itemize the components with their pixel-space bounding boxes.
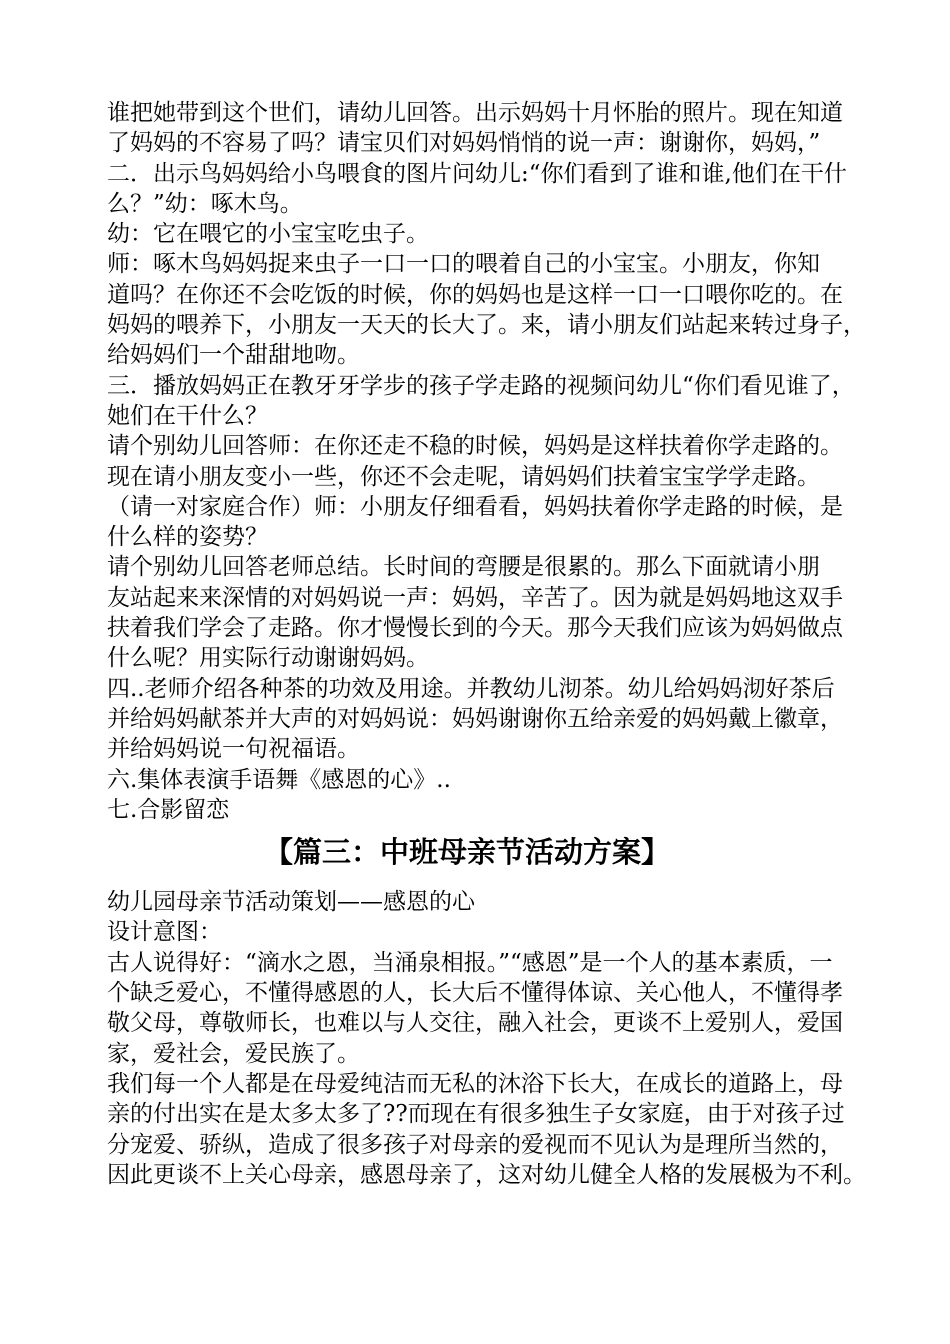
- text-line: 分宠爱、骄纵，造成了很多孩子对母亲的爱视而不见认为是理所当然的，: [107, 1131, 843, 1158]
- text-line: 什么呢？用实际行动谢谢妈妈。: [107, 645, 429, 672]
- activity-plan-section: [107, 887, 867, 1190]
- text-line: 妈妈的喂养下，小朋友一天天的长大了。来，请小朋友们站起来转过身子，: [107, 312, 866, 339]
- text-line: 给妈妈们一个甜甜地吻。: [107, 342, 360, 369]
- text-line: 六.集体表演手语舞《感恩的心》..: [107, 766, 451, 793]
- text-line: 么？”幼：啄木鸟。: [107, 190, 303, 217]
- text-line: 了妈妈的不容易了吗？请宝贝们对妈妈悄悄的说一声：谢谢你，妈妈，”: [107, 130, 821, 157]
- text-line: 亲的付出实在是太多太多了??而现在有很多独生子女家庭，由于对孩子过: [107, 1101, 845, 1128]
- text-line: 七.合影留恋: [107, 796, 230, 823]
- text-line: 师：啄木鸟妈妈捉来虫子一口一口的喂着自己的小宝宝。小朋友，你知: [107, 251, 820, 278]
- text-line: 三．播放妈妈正在教牙牙学步的孩子学走路的视频问幼儿“你们看见谁了，: [107, 372, 855, 399]
- text-line: 幼：它在喂它的小宝宝吃虫子。: [107, 221, 429, 248]
- text-line: 二．出示鸟妈妈给小鸟喂食的图片问幼儿:“你们看到了谁和谁,他们在干什: [107, 160, 847, 187]
- text-line: 设计意图：: [107, 919, 222, 946]
- text-line: 谁把她带到这个世们，请幼儿回答。出示妈妈十月怀胎的照片。现在知道: [107, 100, 843, 126]
- text-line: 什么样的姿势？: [107, 524, 268, 551]
- text-line: （请一对家庭合作）师：小朋友仔细看看，妈妈扶着你学走路的时候，是: [107, 493, 843, 520]
- section-heading: 【篇三：中班母亲节活动方案】: [263, 835, 670, 870]
- text-line: 敬父母，尊敬师长，也难以与人交往，融入社会，更谈不上爱别人，爱国: [107, 1010, 843, 1037]
- text-line: 并给妈妈说一句祝福语。: [107, 736, 360, 763]
- lesson-steps-section: [107, 98, 867, 825]
- text-line: 幼儿园母亲节活动策划——感恩的心: [107, 889, 475, 916]
- text-line: 道吗？在你还不会吃饭的时候，你的妈妈也是这样一口一口喂你吃的。在: [107, 281, 843, 308]
- text-line: 友站起来来深情的对妈妈说一声：妈妈，辛苦了。因为就是妈妈地这双手: [107, 584, 843, 611]
- text-line: 因此更谈不上关心母亲，感恩母亲了，这对幼儿健全人格的发展极为不利。: [107, 1161, 866, 1188]
- text-line: 家，爱社会，爱民族了。: [107, 1040, 360, 1067]
- text-line: 请个别幼儿回答师：在你还走不稳的时候，妈妈是这样扶着你学走路的。: [107, 433, 843, 460]
- text-line: 扶着我们学会了走路。你才慢慢长到的今天。那今天我们应该为妈妈做点: [107, 615, 843, 642]
- text-line: 古人说得好：“滴水之恩，当涌泉相报。”“感恩”是一个人的基本素质，一: [107, 949, 833, 976]
- text-line: 四..老师介绍各种茶的功效及用途。并教幼儿沏茶。幼儿给妈妈沏好茶后: [107, 675, 835, 702]
- text-line: 现在请小朋友变小一些，你还不会走呢，请妈妈们扶着宝宝学学走路。: [107, 463, 820, 490]
- text-line: 我们每一个人都是在母爱纯洁而无私的沐浴下长大，在成长的道路上，母: [107, 1070, 843, 1097]
- text-line: 请个别幼儿回答老师总结。长时间的弯腰是很累的。那么下面就请小朋: [107, 554, 820, 581]
- text-line: 个缺乏爱心，不懂得感恩的人，长大后不懂得体谅、关心他人，不懂得孝: [107, 980, 843, 1007]
- document-body: [107, 98, 867, 1190]
- text-line: 并给妈妈献茶并大声的对妈妈说：妈妈谢谢你五给亲爱的妈妈戴上徽章，: [107, 705, 843, 732]
- text-line: 她们在干什么？: [107, 402, 268, 429]
